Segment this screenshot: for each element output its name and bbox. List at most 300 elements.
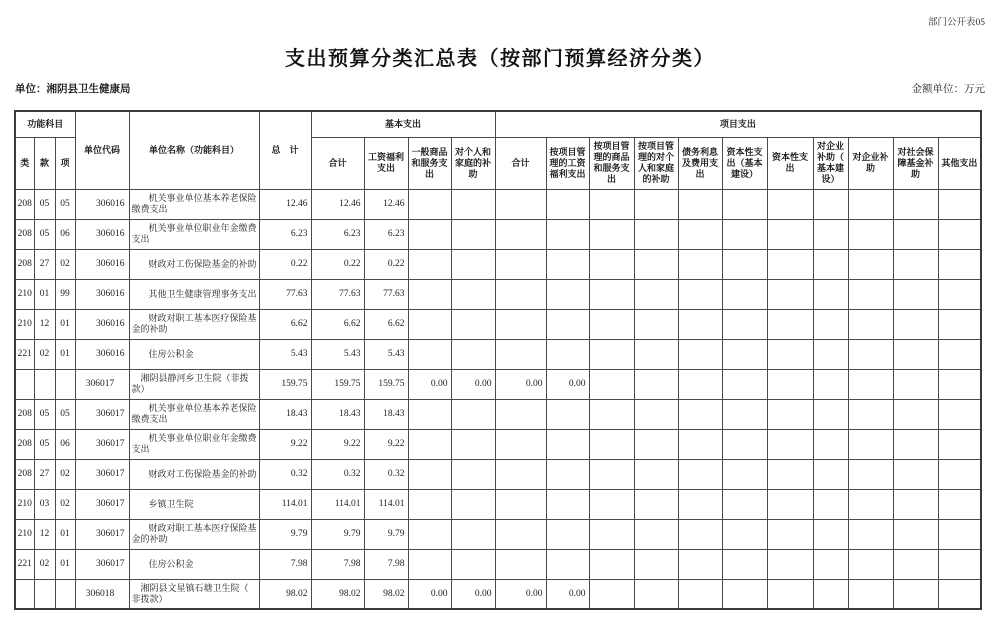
cell-unit-code: 306017: [75, 429, 129, 459]
cell-value: 5.43: [259, 339, 311, 369]
cell-value: [495, 189, 546, 219]
cell-value: [848, 369, 893, 399]
cell-value: 6.23: [364, 219, 408, 249]
cell-unit-code: 306017: [75, 399, 129, 429]
cell-value: [848, 459, 893, 489]
cell-item: [55, 579, 75, 609]
cell-class: 208: [15, 429, 34, 459]
cell-value: [451, 429, 495, 459]
cell-class: 208: [15, 459, 34, 489]
header-project-wages: 按项目管理的工资福利支出: [546, 137, 589, 189]
cell-value: [722, 249, 767, 279]
cell-value: 0.00: [546, 579, 589, 609]
cell-value: [848, 429, 893, 459]
cell-value: 98.02: [311, 579, 364, 609]
header-basic-family: 对个人和家庭的补助: [451, 137, 495, 189]
page-title: 支出预算分类汇总表（按部门预算经济分类）: [285, 48, 715, 70]
cell-section: 03: [34, 489, 55, 519]
header-unit-code: 单位代码: [75, 111, 129, 189]
cell-value: 0.00: [495, 369, 546, 399]
cell-value: 18.43: [364, 399, 408, 429]
cell-value: [634, 189, 678, 219]
cell-value: [938, 279, 981, 309]
cell-value: [893, 249, 938, 279]
cell-value: [546, 519, 589, 549]
cell-value: [589, 429, 634, 459]
cell-value: 0.00: [546, 369, 589, 399]
cell-value: [848, 249, 893, 279]
cell-value: 77.63: [364, 279, 408, 309]
table-row: [15, 219, 981, 249]
cell-value: 7.98: [259, 549, 311, 579]
cell-unit-code: 306016: [75, 219, 129, 249]
cell-value: [634, 489, 678, 519]
cell-value: [722, 429, 767, 459]
cell-value: [408, 279, 451, 309]
cell-value: [495, 519, 546, 549]
header-capital-construction: 资本性支出（基本建设）: [722, 137, 767, 189]
cell-value: [495, 459, 546, 489]
cell-value: 9.79: [364, 519, 408, 549]
cell-value: [722, 279, 767, 309]
unit-name-text: 财政对职工基本医疗保险基金的补助: [131, 523, 257, 544]
cell-value: [408, 339, 451, 369]
cell-value: [408, 309, 451, 339]
cell-value: 7.98: [311, 549, 364, 579]
cell-class: 208: [15, 189, 34, 219]
header-project-subtotal: 合计: [495, 137, 546, 189]
cell-unit-name: [129, 519, 259, 549]
cell-item: 99: [55, 279, 75, 309]
table-row: [15, 399, 981, 429]
cell-value: [813, 429, 848, 459]
cell-value: 6.62: [311, 309, 364, 339]
cell-value: [546, 189, 589, 219]
cell-value: [848, 219, 893, 249]
unit-name-text: 财政对职工基本医疗保险基金的补助: [131, 313, 257, 334]
header-item: 项: [55, 137, 75, 189]
cell-value: [678, 519, 722, 549]
cell-value: [634, 279, 678, 309]
cell-value: [634, 459, 678, 489]
cell-value: [848, 519, 893, 549]
cell-value: [678, 339, 722, 369]
header-basic-wages: 工资福利支出: [364, 137, 408, 189]
cell-value: [495, 249, 546, 279]
cell-value: 77.63: [311, 279, 364, 309]
cell-value: 0.00: [408, 579, 451, 609]
cell-value: [634, 519, 678, 549]
cell-value: [722, 219, 767, 249]
cell-value: [546, 249, 589, 279]
cell-value: 98.02: [364, 579, 408, 609]
cell-section: 01: [34, 279, 55, 309]
cell-value: 6.23: [311, 219, 364, 249]
cell-value: [848, 399, 893, 429]
cell-class: 210: [15, 279, 34, 309]
cell-value: [408, 189, 451, 219]
cell-section: 05: [34, 189, 55, 219]
cell-value: [893, 279, 938, 309]
cell-value: [767, 429, 813, 459]
cell-value: [767, 489, 813, 519]
cell-value: [451, 549, 495, 579]
cell-value: [451, 219, 495, 249]
cell-value: [589, 519, 634, 549]
cell-value: 114.01: [259, 489, 311, 519]
cell-class: 208: [15, 219, 34, 249]
table-row: [15, 189, 981, 219]
cell-value: 0.22: [364, 249, 408, 279]
cell-value: [893, 369, 938, 399]
table-row: [15, 579, 981, 609]
cell-value: [722, 309, 767, 339]
cell-unit-code: 306017: [75, 489, 129, 519]
cell-value: [546, 339, 589, 369]
cell-section: 27: [34, 459, 55, 489]
cell-value: 0.00: [495, 579, 546, 609]
cell-value: 9.79: [311, 519, 364, 549]
cell-unit-name: [129, 399, 259, 429]
cell-unit-name: [129, 459, 259, 489]
cell-class: 208: [15, 249, 34, 279]
cell-value: [634, 399, 678, 429]
cell-value: [938, 489, 981, 519]
cell-section: 05: [34, 399, 55, 429]
cell-value: [893, 339, 938, 369]
cell-value: [634, 309, 678, 339]
cell-class: [15, 369, 34, 399]
cell-value: [938, 519, 981, 549]
cell-value: [678, 399, 722, 429]
cell-value: [813, 309, 848, 339]
cell-unit-code: 306016: [75, 279, 129, 309]
cell-value: 18.43: [259, 399, 311, 429]
cell-value: 159.75: [311, 369, 364, 399]
cell-item: [55, 369, 75, 399]
cell-value: 9.22: [364, 429, 408, 459]
cell-unit-code: 306017: [75, 519, 129, 549]
cell-unit-name: [129, 189, 259, 219]
cell-value: 98.02: [259, 579, 311, 609]
cell-value: [813, 519, 848, 549]
cell-item: 06: [55, 219, 75, 249]
cell-unit-name: [129, 579, 259, 609]
cell-unit-name: [129, 489, 259, 519]
cell-value: [408, 429, 451, 459]
corner-label: 部门公开表05: [927, 18, 985, 28]
cell-value: [848, 489, 893, 519]
cell-value: [722, 549, 767, 579]
cell-value: [848, 279, 893, 309]
cell-value: [722, 459, 767, 489]
cell-value: [678, 579, 722, 609]
cell-value: [678, 249, 722, 279]
cell-value: [589, 279, 634, 309]
table-row: [15, 369, 981, 399]
cell-value: [589, 459, 634, 489]
header-debt-interest: 债务利息及费用支出: [678, 137, 722, 189]
table-row: [15, 519, 981, 549]
header-social-security: 对社会保障基金补助: [893, 137, 938, 189]
cell-value: 159.75: [364, 369, 408, 399]
cell-value: [589, 399, 634, 429]
cell-value: 0.32: [311, 459, 364, 489]
cell-value: [678, 429, 722, 459]
unit-name-text: 湘阴县文星镇石塘卫生院（非拨款）: [131, 582, 249, 604]
cell-value: [848, 339, 893, 369]
cell-value: [408, 459, 451, 489]
cell-value: [634, 369, 678, 399]
cell-value: 0.00: [451, 369, 495, 399]
cell-item: 05: [55, 399, 75, 429]
cell-value: [589, 249, 634, 279]
cell-value: [938, 399, 981, 429]
table-row: [15, 309, 981, 339]
header-total: 总 计: [259, 111, 311, 189]
cell-item: 02: [55, 489, 75, 519]
cell-item: 02: [55, 459, 75, 489]
cell-value: [938, 249, 981, 279]
cell-value: [893, 429, 938, 459]
cell-value: [938, 219, 981, 249]
cell-value: 0.22: [311, 249, 364, 279]
amount-unit-label: 金额单位：万元: [911, 84, 985, 95]
cell-unit-code: 306018: [75, 579, 129, 609]
cell-value: [546, 399, 589, 429]
cell-value: [813, 459, 848, 489]
unit-name-text: 湘阴县静河乡卫生院（非拨款）: [131, 373, 249, 394]
cell-value: [938, 429, 981, 459]
header-enterprise-construction: 对企业补助（基本建设）: [813, 137, 848, 189]
header-section: 款: [34, 137, 55, 189]
cell-value: [813, 279, 848, 309]
cell-value: 0.22: [259, 249, 311, 279]
unit-name-text: 住房公积金: [148, 348, 194, 359]
cell-value: 5.43: [311, 339, 364, 369]
unit-name-text: 乡镇卫生院: [148, 498, 194, 509]
cell-value: [546, 489, 589, 519]
cell-value: 0.32: [259, 459, 311, 489]
cell-value: 18.43: [311, 399, 364, 429]
cell-value: [589, 579, 634, 609]
cell-class: 210: [15, 519, 34, 549]
cell-value: [722, 369, 767, 399]
unit-name-text: 机关事业单位基本养老保险缴费支出: [131, 403, 257, 424]
header-basic-subtotal: 合计: [311, 137, 364, 189]
cell-value: [634, 429, 678, 459]
cell-value: [893, 549, 938, 579]
cell-value: [767, 549, 813, 579]
cell-value: [767, 339, 813, 369]
header-project-family: 按项目管理的对个人和家庭的补助: [634, 137, 678, 189]
cell-value: [678, 369, 722, 399]
header-capital: 资本性支出: [767, 137, 813, 189]
cell-value: [451, 249, 495, 279]
cell-value: [767, 279, 813, 309]
cell-value: 6.23: [259, 219, 311, 249]
cell-value: [678, 459, 722, 489]
table-row: [15, 429, 981, 459]
cell-value: [495, 489, 546, 519]
cell-value: [678, 189, 722, 219]
cell-value: [589, 549, 634, 579]
cell-value: [495, 219, 546, 249]
cell-value: [767, 459, 813, 489]
cell-value: [767, 249, 813, 279]
unit-name-text: 财政对工伤保险基金的补助: [148, 258, 257, 269]
cell-unit-name: [129, 339, 259, 369]
cell-value: [495, 279, 546, 309]
cell-unit-name: [129, 369, 259, 399]
cell-value: 0.00: [408, 369, 451, 399]
cell-value: [767, 579, 813, 609]
cell-value: [938, 369, 981, 399]
cell-value: [451, 309, 495, 339]
cell-value: 159.75: [259, 369, 311, 399]
unit-name-text: 住房公积金: [148, 558, 194, 569]
cell-value: [408, 249, 451, 279]
cell-value: [938, 189, 981, 219]
cell-value: 77.63: [259, 279, 311, 309]
cell-item: 01: [55, 519, 75, 549]
cell-value: [495, 309, 546, 339]
cell-value: [813, 549, 848, 579]
cell-value: [589, 189, 634, 219]
table-row: [15, 249, 981, 279]
cell-section: [34, 579, 55, 609]
cell-value: [938, 459, 981, 489]
cell-value: [408, 399, 451, 429]
table-row: [15, 489, 981, 519]
unit-name-text: 机关事业单位基本养老保险缴费支出: [131, 193, 257, 214]
cell-value: [451, 519, 495, 549]
header-basic-goods: 一般商品和服务支出: [408, 137, 451, 189]
cell-value: [767, 309, 813, 339]
cell-value: [546, 219, 589, 249]
cell-value: [408, 519, 451, 549]
unit-name-text: 机关事业单位职业年金缴费支出: [131, 433, 257, 454]
cell-value: [722, 399, 767, 429]
table-header: [15, 111, 981, 189]
cell-item: 05: [55, 189, 75, 219]
cell-value: [634, 249, 678, 279]
header-class: 类: [15, 137, 34, 189]
cell-value: [495, 339, 546, 369]
cell-value: [589, 489, 634, 519]
cell-value: 6.62: [259, 309, 311, 339]
cell-value: [813, 219, 848, 249]
cell-value: 9.22: [311, 429, 364, 459]
cell-class: [15, 579, 34, 609]
cell-value: [938, 339, 981, 369]
cell-value: [893, 189, 938, 219]
cell-value: [767, 399, 813, 429]
cell-value: [813, 339, 848, 369]
cell-value: [893, 309, 938, 339]
cell-value: [893, 219, 938, 249]
cell-value: [893, 459, 938, 489]
cell-value: [767, 219, 813, 249]
cell-class: 221: [15, 339, 34, 369]
budget-table: [14, 110, 982, 610]
cell-value: [813, 249, 848, 279]
cell-value: [848, 189, 893, 219]
cell-section: 02: [34, 339, 55, 369]
cell-value: [767, 189, 813, 219]
cell-value: [495, 429, 546, 459]
cell-unit-code: 306016: [75, 309, 129, 339]
cell-class: 221: [15, 549, 34, 579]
cell-value: [848, 309, 893, 339]
cell-value: [451, 459, 495, 489]
cell-section: 05: [34, 429, 55, 459]
header-project-goods: 按项目管理的商品和服务支出: [589, 137, 634, 189]
cell-item: 01: [55, 309, 75, 339]
cell-value: [408, 219, 451, 249]
cell-value: [938, 579, 981, 609]
cell-value: [813, 189, 848, 219]
cell-unit-code: 306017: [75, 459, 129, 489]
cell-value: 12.46: [364, 189, 408, 219]
cell-section: 05: [34, 219, 55, 249]
cell-value: [451, 399, 495, 429]
cell-section: 27: [34, 249, 55, 279]
cell-unit-code: 306016: [75, 249, 129, 279]
cell-class: 210: [15, 489, 34, 519]
cell-value: [722, 579, 767, 609]
cell-unit-name: [129, 309, 259, 339]
cell-value: 5.43: [364, 339, 408, 369]
header-enterprise-subsidy: 对企业补助: [848, 137, 893, 189]
cell-value: [722, 189, 767, 219]
cell-section: 12: [34, 519, 55, 549]
unit-name-text: 机关事业单位职业年金缴费支出: [131, 223, 257, 244]
cell-value: 6.62: [364, 309, 408, 339]
cell-unit-code: 306017: [75, 549, 129, 579]
cell-value: [495, 549, 546, 579]
cell-value: [589, 309, 634, 339]
cell-value: [893, 399, 938, 429]
table-row: [15, 549, 981, 579]
cell-value: 114.01: [311, 489, 364, 519]
unit-name-text: 其他卫生健康管理事务支出: [148, 288, 257, 299]
cell-value: [678, 309, 722, 339]
cell-value: [546, 429, 589, 459]
table-body: [15, 189, 981, 609]
cell-unit-name: [129, 549, 259, 579]
cell-value: [893, 489, 938, 519]
cell-value: [451, 189, 495, 219]
cell-value: [408, 549, 451, 579]
cell-unit-name: [129, 219, 259, 249]
header-other: 其他支出: [938, 137, 981, 189]
cell-value: [813, 369, 848, 399]
cell-section: 02: [34, 549, 55, 579]
cell-value: [634, 579, 678, 609]
cell-value: 9.79: [259, 519, 311, 549]
cell-value: [589, 219, 634, 249]
header-unit-name: 单位名称（功能科目）: [129, 111, 259, 189]
cell-value: [767, 519, 813, 549]
cell-value: [893, 579, 938, 609]
cell-value: [813, 489, 848, 519]
cell-item: 01: [55, 339, 75, 369]
cell-value: [848, 549, 893, 579]
cell-value: [451, 489, 495, 519]
cell-section: 12: [34, 309, 55, 339]
cell-item: 02: [55, 249, 75, 279]
